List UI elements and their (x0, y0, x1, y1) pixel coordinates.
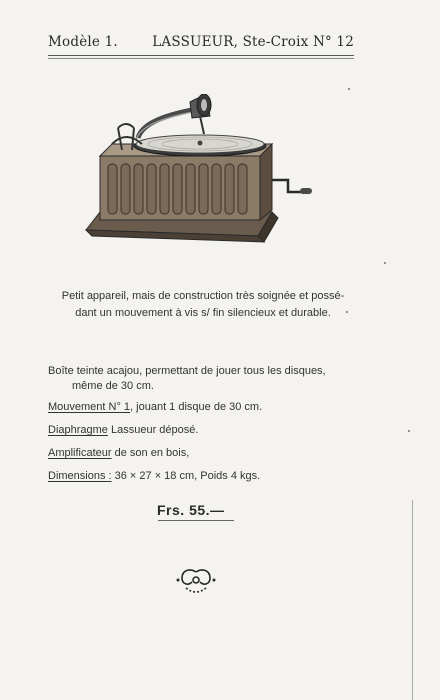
spec-diaphragm (48, 423, 358, 438)
spec-movement (48, 400, 358, 415)
print-speck (348, 88, 350, 90)
spec-diaphragm-label: Diaphragme (48, 424, 108, 436)
spec-amplifier (48, 446, 358, 461)
gramophone-icon (82, 94, 317, 254)
spec-dimensions (48, 469, 358, 484)
model-label: Modèle 1. (48, 34, 118, 50)
description-line-1: Petit appareil, mais de construction très soignée et possé- (61, 290, 345, 302)
spec-amplifier-label: Amplificateur (48, 447, 112, 459)
header-rule-secondary (48, 58, 354, 59)
page-edge-line (412, 500, 413, 700)
description-line-2: dant un mouvement à vis s/ fin silencieux et durable. (75, 307, 331, 319)
description (48, 288, 358, 322)
header-rule (48, 55, 354, 56)
print-speck (346, 311, 348, 313)
spec-amplifier-value: de son en bois, (111, 447, 190, 459)
print-speck (408, 430, 410, 432)
specifications (48, 364, 358, 492)
ornament-icon (172, 566, 220, 598)
spec-movement-value: , jouant 1 disque de 30 cm. (130, 401, 263, 413)
spec-case-line-1: Boîte teinte acajou, permettant de jouer tous les disques, (48, 365, 326, 377)
spec-dimensions-label: Dimensions : (48, 470, 112, 482)
price: Frs. 55.— (157, 502, 225, 518)
spec-case-line-2: même de 30 cm. (72, 380, 154, 392)
price-underline (158, 520, 234, 521)
print-speck (384, 262, 386, 264)
spec-movement-label: Mouvement N° 1 (48, 401, 131, 413)
spec-dimensions-value: 36 × 27 × 18 cm, Poids 4 kgs. (111, 470, 261, 482)
spec-case (48, 364, 358, 394)
brand-label: LASSUEUR, Ste-Croix N° 12 (152, 34, 354, 50)
spec-diaphragm-value: Lassueur déposé. (107, 424, 199, 436)
